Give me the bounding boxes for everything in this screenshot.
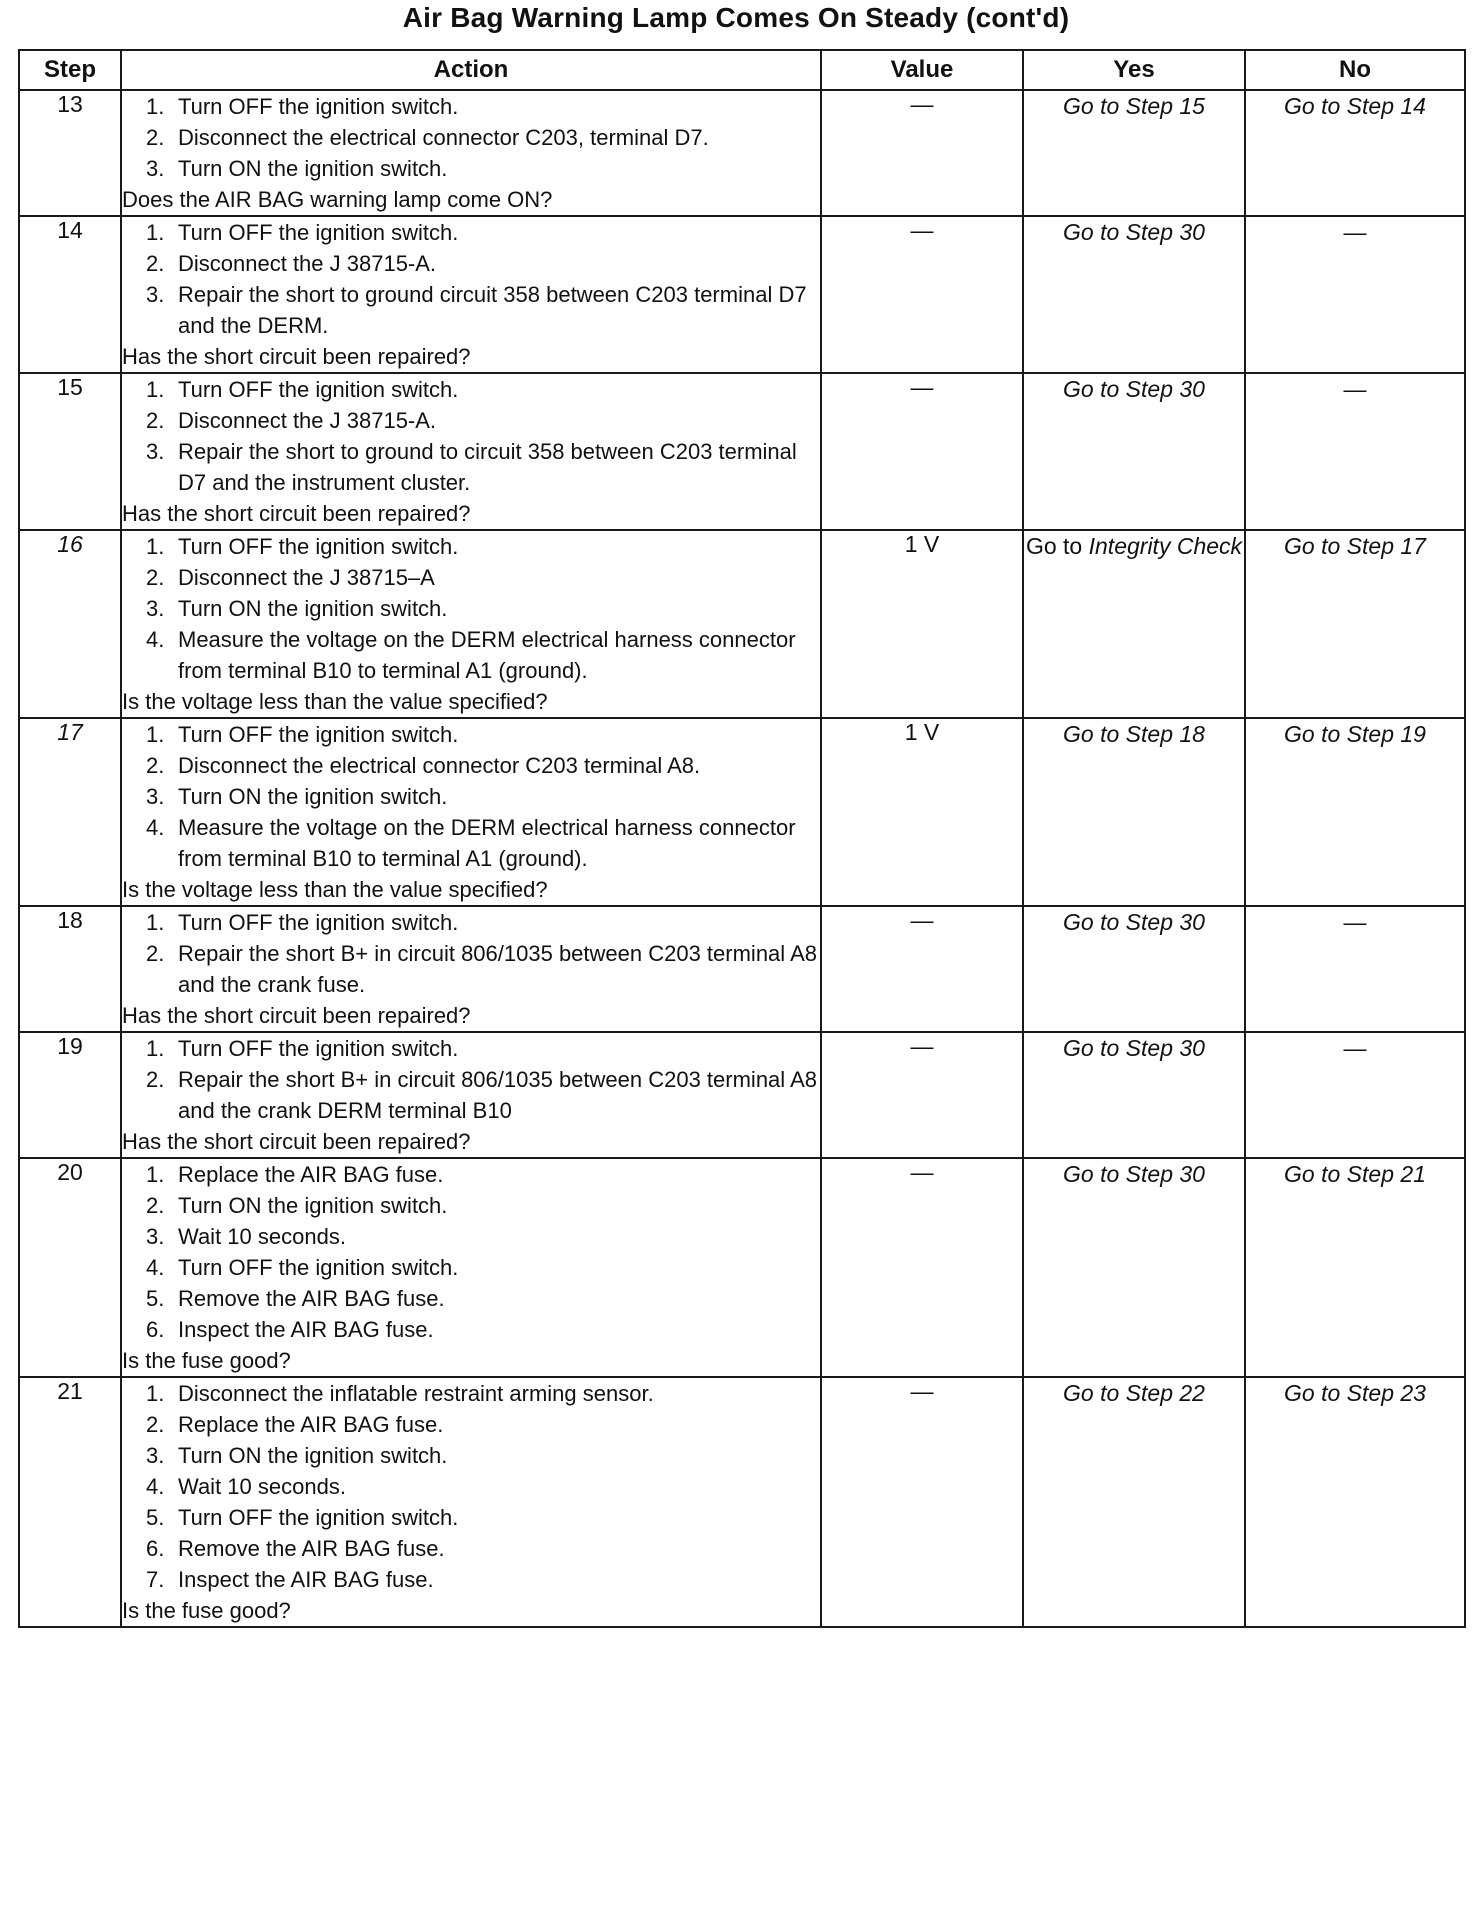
action-item-text: Remove the AIR BAG fuse. <box>178 1286 445 1311</box>
action-item-text: Disconnect the J 38715–A <box>178 565 435 590</box>
action-item-number: 3. <box>146 596 165 621</box>
action-item-text: Repair the short B+ in circuit 806/1035 between C203 terminal A8 and the crank fuse. <box>178 941 817 997</box>
no-target: — <box>1343 909 1367 935</box>
yes-cell <box>1023 216 1245 373</box>
action-item-number: 2. <box>146 408 165 433</box>
action-item-number: 1. <box>146 1036 165 1061</box>
yes-target: Go to Step 30 <box>1063 909 1205 935</box>
value-cell: — <box>821 1377 1023 1627</box>
action-item-text: Turn OFF the ignition switch. <box>178 94 459 119</box>
step-number: 16 <box>19 530 121 718</box>
table-header-row <box>19 50 1465 90</box>
action-item <box>122 907 820 938</box>
value-cell: 1 V <box>821 530 1023 718</box>
action-item-text: Wait 10 seconds. <box>178 1224 346 1249</box>
action-item-text: Turn OFF the ignition switch. <box>178 1036 459 1061</box>
action-item-text: Turn ON the ignition switch. <box>178 156 448 181</box>
action-item <box>122 91 820 122</box>
action-question: Is the fuse good? <box>122 1348 291 1373</box>
action-item <box>122 122 820 153</box>
action-item-number: 1. <box>146 220 165 245</box>
action-question: Is the voltage less than the value specified? <box>122 689 548 714</box>
action-item <box>122 1064 820 1126</box>
action-item-text: Turn OFF the ignition switch. <box>178 722 459 747</box>
table-row <box>19 906 1465 1032</box>
action-item-number: 4. <box>146 1474 165 1499</box>
no-target: Go to Step 14 <box>1284 93 1426 119</box>
action-item-text: Disconnect the J 38715-A. <box>178 251 437 276</box>
action-item <box>122 1502 820 1533</box>
value-cell: — <box>821 373 1023 530</box>
no-target: Go to Step 19 <box>1284 721 1426 747</box>
yes-target: Go to Step 30 <box>1063 219 1205 245</box>
action-item-text: Turn OFF the ignition switch. <box>178 220 459 245</box>
no-cell <box>1245 1032 1465 1158</box>
yes-cell <box>1023 718 1245 906</box>
action-question: Has the short circuit been repaired? <box>122 1003 471 1028</box>
step-number: 20 <box>19 1158 121 1377</box>
action-item <box>122 1252 820 1283</box>
no-target: Go to Step 23 <box>1284 1380 1426 1406</box>
action-item <box>122 405 820 436</box>
action-item <box>122 719 820 750</box>
action-item-number: 1. <box>146 722 165 747</box>
action-item-number: 5. <box>146 1505 165 1530</box>
yes-cell <box>1023 1032 1245 1158</box>
action-item-number: 1. <box>146 377 165 402</box>
action-item <box>122 624 820 686</box>
value-cell: — <box>821 216 1023 373</box>
action-item-number: 2. <box>146 1412 165 1437</box>
action-item <box>122 1190 820 1221</box>
action-item-text: Turn ON the ignition switch. <box>178 1443 448 1468</box>
action-item-number: 2. <box>146 251 165 276</box>
action-item-number: 1. <box>146 910 165 935</box>
yes-cell <box>1023 906 1245 1032</box>
step-number: 15 <box>19 373 121 530</box>
action-item-number: 2. <box>146 1193 165 1218</box>
action-item <box>122 750 820 781</box>
action-item-number: 2. <box>146 565 165 590</box>
action-question: Has the short circuit been repaired? <box>122 1129 471 1154</box>
action-item-text: Turn OFF the ignition switch. <box>178 1255 459 1280</box>
yes-target: Go to Step 30 <box>1063 376 1205 402</box>
yes-cell <box>1023 373 1245 530</box>
action-item-text: Disconnect the J 38715-A. <box>178 408 437 433</box>
action-item-text: Disconnect the electrical connector C203 terminal A8. <box>178 753 701 778</box>
table-row <box>19 1158 1465 1377</box>
action-item <box>122 562 820 593</box>
table-row <box>19 718 1465 906</box>
yes-target: Go to Step 22 <box>1063 1380 1205 1406</box>
action-item <box>122 1409 820 1440</box>
action-item <box>122 1440 820 1471</box>
step-number: 19 <box>19 1032 121 1158</box>
action-item-number: 2. <box>146 1067 165 1092</box>
table-row <box>19 373 1465 530</box>
action-item <box>122 248 820 279</box>
step-number: 18 <box>19 906 121 1032</box>
action-question: Is the voltage less than the value specified? <box>122 877 548 902</box>
diagnostic-table <box>18 49 1466 1628</box>
action-item-text: Replace the AIR BAG fuse. <box>178 1412 444 1437</box>
yes-target: Go to Step 15 <box>1063 93 1205 119</box>
action-item-text: Replace the AIR BAG fuse. <box>178 1162 444 1187</box>
action-item-number: 6. <box>146 1536 165 1561</box>
yes-target: Go to Step 30 <box>1063 1161 1205 1187</box>
header-value: Value <box>821 50 1023 90</box>
action-question: Is the fuse good? <box>122 1598 291 1623</box>
action-item-number: 1. <box>146 534 165 559</box>
table-row <box>19 1032 1465 1158</box>
table-row <box>19 90 1465 216</box>
action-item-text: Turn OFF the ignition switch. <box>178 534 459 559</box>
action-question: Has the short circuit been repaired? <box>122 344 471 369</box>
yes-target: Go to Step 30 <box>1063 1035 1205 1061</box>
no-target: — <box>1343 219 1367 245</box>
action-item-number: 4. <box>146 815 165 840</box>
page-title: Air Bag Warning Lamp Comes On Steady (cont'd) <box>402 2 1070 33</box>
no-target: Go to Step 21 <box>1284 1161 1426 1187</box>
action-item <box>122 1564 820 1595</box>
no-cell <box>1245 718 1465 906</box>
action-item <box>122 217 820 248</box>
action-item <box>122 1378 820 1409</box>
action-item <box>122 1283 820 1314</box>
action-item-number: 3. <box>146 784 165 809</box>
action-item-text: Turn OFF the ignition switch. <box>178 377 459 402</box>
table-row <box>19 1377 1465 1627</box>
no-cell <box>1245 530 1465 718</box>
table-row <box>19 530 1465 718</box>
yes-target: Go to Step 18 <box>1063 721 1205 747</box>
yes-cell <box>1023 530 1245 718</box>
action-item-text: Turn ON the ignition switch. <box>178 784 448 809</box>
action-item-number: 5. <box>146 1286 165 1311</box>
header-no: No <box>1245 50 1465 90</box>
action-item <box>122 436 820 498</box>
action-item-text: Turn ON the ignition switch. <box>178 1193 448 1218</box>
action-item-text: Repair the short B+ in circuit 806/1035 between C203 terminal A8 and the crank DERM terminal B10 <box>178 1067 817 1123</box>
action-cell <box>121 530 821 718</box>
action-item-number: 4. <box>146 1255 165 1280</box>
action-item <box>122 1471 820 1502</box>
action-item-text: Inspect the AIR BAG fuse. <box>178 1317 434 1342</box>
action-item-text: Repair the short to ground to circuit 358 between C203 terminal D7 and the instrument cluster. <box>178 439 797 495</box>
no-target: — <box>1343 376 1367 402</box>
action-item <box>122 593 820 624</box>
yes-prefix: Go to <box>1025 533 1089 559</box>
no-target: Go to Step 17 <box>1284 533 1426 559</box>
action-item <box>122 153 820 184</box>
yes-cell <box>1023 1158 1245 1377</box>
action-item <box>122 1314 820 1345</box>
no-cell <box>1245 1158 1465 1377</box>
action-item <box>122 1533 820 1564</box>
no-cell <box>1245 90 1465 216</box>
no-cell <box>1245 1377 1465 1627</box>
action-item-number: 4. <box>146 627 165 652</box>
action-item-number: 1. <box>146 94 165 119</box>
action-item-text: Measure the voltage on the DERM electrical harness connector from terminal B10 to terminal A1 (ground). <box>178 627 796 683</box>
action-cell <box>121 1032 821 1158</box>
value-cell: — <box>821 90 1023 216</box>
action-item <box>122 1033 820 1064</box>
action-cell <box>121 718 821 906</box>
value-cell: — <box>821 1158 1023 1377</box>
action-item-number: 2. <box>146 125 165 150</box>
action-item <box>122 374 820 405</box>
action-item-number: 3. <box>146 282 165 307</box>
action-item-text: Repair the short to ground circuit 358 between C203 terminal D7 and the DERM. <box>178 282 807 338</box>
action-cell <box>121 216 821 373</box>
action-item <box>122 938 820 1000</box>
value-cell: — <box>821 1032 1023 1158</box>
action-cell <box>121 906 821 1032</box>
action-item-text: Turn OFF the ignition switch. <box>178 1505 459 1530</box>
action-item-text: Wait 10 seconds. <box>178 1474 346 1499</box>
action-item-number: 3. <box>146 156 165 181</box>
yes-cell <box>1023 1377 1245 1627</box>
step-number: 13 <box>19 90 121 216</box>
step-number: 21 <box>19 1377 121 1627</box>
value-cell: 1 V <box>821 718 1023 906</box>
yes-target: Integrity Check <box>1088 533 1243 559</box>
action-item <box>122 531 820 562</box>
action-item-text: Measure the voltage on the DERM electrical harness connector from terminal B10 to terminal A1 (ground). <box>178 815 796 871</box>
value-cell: — <box>821 906 1023 1032</box>
action-item-number: 3. <box>146 1443 165 1468</box>
action-item <box>122 781 820 812</box>
action-cell <box>121 1158 821 1377</box>
action-item-number: 2. <box>146 941 165 966</box>
yes-cell <box>1023 90 1245 216</box>
action-item-number: 1. <box>146 1162 165 1187</box>
header-action: Action <box>121 50 821 90</box>
action-item <box>122 812 820 874</box>
no-cell <box>1245 216 1465 373</box>
no-cell <box>1245 906 1465 1032</box>
action-cell <box>121 373 821 530</box>
step-number: 14 <box>19 216 121 373</box>
no-target: — <box>1343 1035 1367 1061</box>
header-yes: Yes <box>1023 50 1245 90</box>
action-item-number: 1. <box>146 1381 165 1406</box>
no-cell <box>1245 373 1465 530</box>
action-item-number: 6. <box>146 1317 165 1342</box>
action-question: Does the AIR BAG warning lamp come ON? <box>122 187 553 212</box>
action-item <box>122 1159 820 1190</box>
action-item-text: Disconnect the inflatable restraint arming sensor. <box>178 1381 654 1406</box>
action-item-number: 3. <box>146 439 165 464</box>
action-item-text: Turn ON the ignition switch. <box>178 596 448 621</box>
action-cell <box>121 90 821 216</box>
action-item-text: Disconnect the electrical connector C203, terminal D7. <box>178 125 709 150</box>
table-row <box>19 216 1465 373</box>
action-item <box>122 279 820 341</box>
action-item-text: Turn OFF the ignition switch. <box>178 910 459 935</box>
action-item-number: 7. <box>146 1567 165 1592</box>
action-question: Has the short circuit been repaired? <box>122 501 471 526</box>
action-item-number: 2. <box>146 753 165 778</box>
action-item-text: Remove the AIR BAG fuse. <box>178 1536 445 1561</box>
action-item-text: Inspect the AIR BAG fuse. <box>178 1567 434 1592</box>
action-item-number: 3. <box>146 1224 165 1249</box>
action-cell <box>121 1377 821 1627</box>
step-number: 17 <box>19 718 121 906</box>
action-item <box>122 1221 820 1252</box>
header-step: Step <box>19 50 121 90</box>
